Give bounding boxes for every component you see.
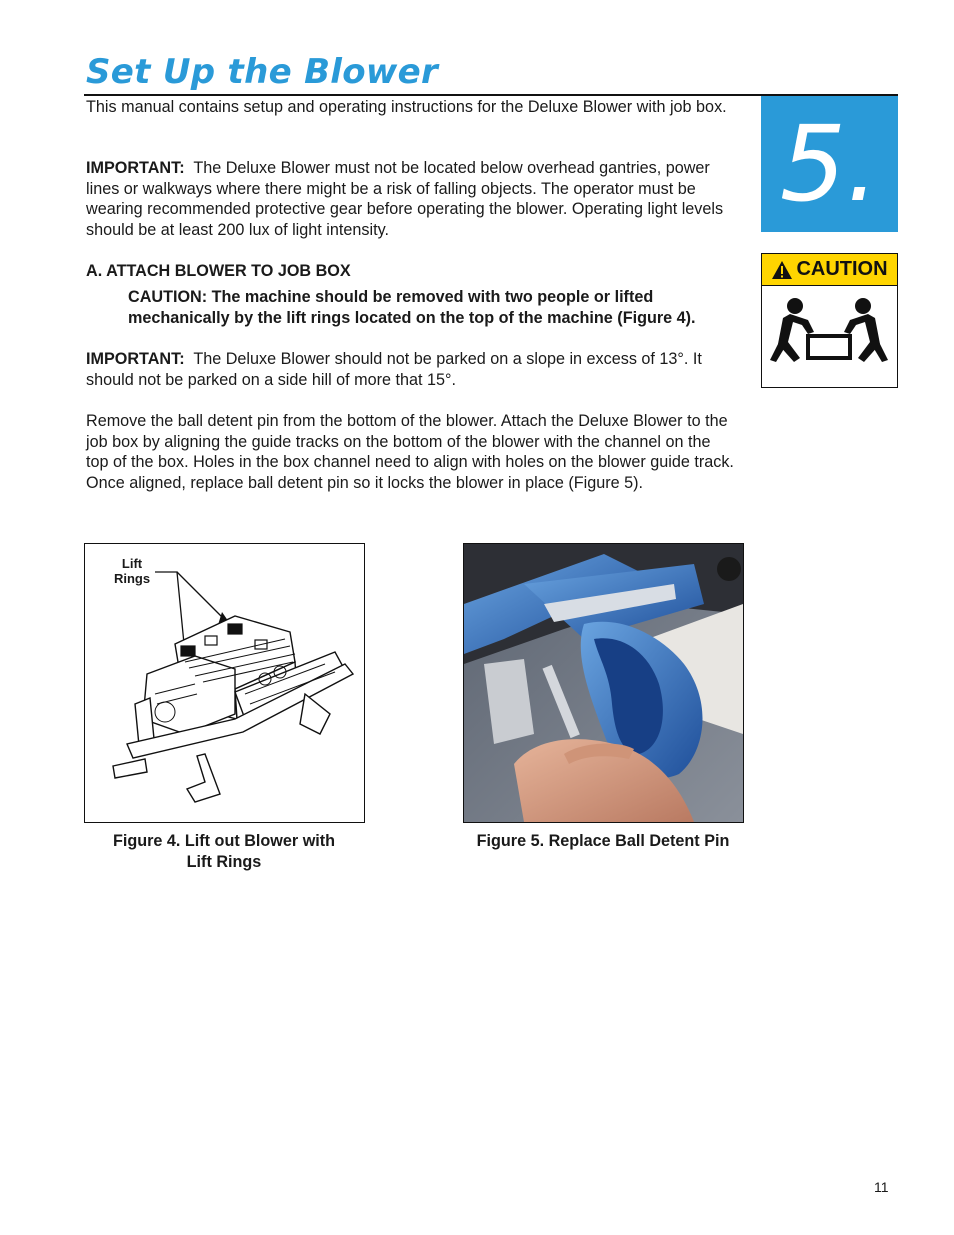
important-paragraph-2: [86, 349, 736, 390]
important-label-2: IMPORTANT:: [86, 350, 185, 368]
two-person-lift-icon: [762, 286, 897, 386]
important-text-1: The Deluxe Blower must not be located below overhead gantries, power lines or walkways where there might be a risk of falling objects. The operator must be wearing recommended protective gear before operating the blower. Operating light levels should be at least 200 lux of light intensity.: [86, 159, 724, 239]
warning-triangle-icon: [771, 260, 793, 280]
figure-4-caption: [84, 831, 364, 872]
lift-rings-callout: [107, 556, 157, 586]
ball-detent-pin-photo: [464, 544, 743, 822]
caution-sign: [761, 253, 898, 388]
callout-line-1: Lift: [121, 556, 143, 571]
figure-4-frame: [84, 543, 365, 823]
important-label-1: IMPORTANT:: [86, 159, 185, 177]
caution-label: CAUTION: [796, 258, 888, 280]
page-number: 11: [874, 1179, 889, 1195]
caution-header: [762, 254, 897, 286]
section-number-badge: 5.: [761, 96, 898, 232]
figure-5-caption: Figure 5. Replace Ball Detent Pin: [476, 832, 730, 850]
page-title: Set Up the Blower: [86, 52, 439, 92]
callout-line-2: Rings: [113, 571, 151, 586]
procedure-paragraph: Remove the ball detent pin from the bottom of the blower. Attach the Deluxe Blower to the job box by aligning the guide tracks on the bottom of the blower with the channel on the top of the box. Holes in the box channel need to align with holes on the blower guide track. Once aligned, replace ball detent pin so it locks the blower in place (Figure 5).: [86, 412, 734, 492]
figure-5-photo: [463, 543, 744, 823]
important-paragraph-1: [86, 158, 736, 240]
caution-note: CAUTION: The machine should be removed with two people or lifted mechanically by the lift rings located on the top of the machine (Figure 4).: [128, 288, 696, 327]
important-text-2: The Deluxe Blower should not be parked on a slope in excess of 13°. It should not be parked on a side hill of more that 15°.: [86, 350, 702, 389]
figure-4-caption-line-2: Lift Rings: [186, 852, 262, 871]
figure-4-caption-line-1: Figure 4. Lift out Blower with: [112, 832, 336, 850]
intro-paragraph: This manual contains setup and operating instructions for the Deluxe Blower with job box.: [86, 98, 727, 116]
section-a-heading: A. ATTACH BLOWER TO JOB BOX: [86, 262, 351, 280]
